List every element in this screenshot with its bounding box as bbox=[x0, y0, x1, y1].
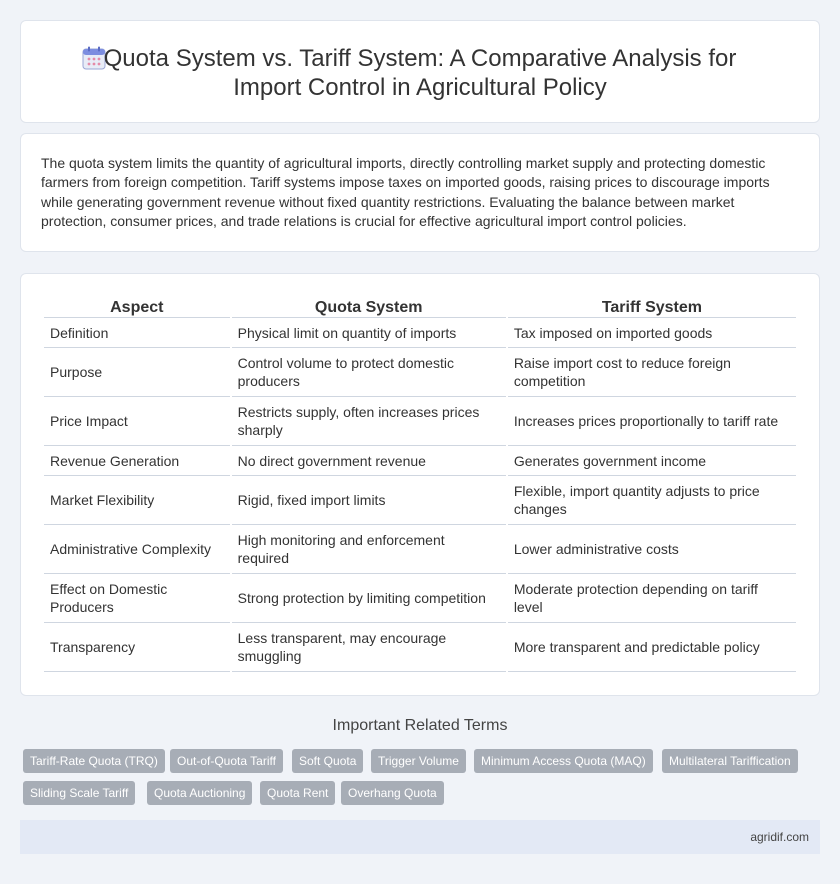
aspect-cell: Purpose bbox=[44, 348, 230, 397]
related-term-tag[interactable]: Minimum Access Quota (MAQ) bbox=[474, 749, 653, 773]
related-term-tag[interactable]: Multilateral Tariffication bbox=[662, 749, 798, 773]
tariff-cell: Raise import cost to reduce foreign competition bbox=[508, 348, 796, 397]
related-term-tag[interactable]: Tariff-Rate Quota (TRQ) bbox=[23, 749, 165, 773]
quota-cell: High monitoring and enforcement required bbox=[232, 525, 506, 574]
quota-cell: No direct government revenue bbox=[232, 446, 506, 476]
quota-cell: Rigid, fixed import limits bbox=[232, 476, 506, 525]
title-card bbox=[20, 20, 820, 123]
tariff-cell: Tax imposed on imported goods bbox=[508, 318, 796, 348]
related-term-tag[interactable]: Trigger Volume bbox=[371, 749, 466, 773]
table-row bbox=[44, 348, 796, 397]
aspect-cell: Administrative Complexity bbox=[44, 525, 230, 574]
intro-card bbox=[20, 133, 820, 252]
aspect-cell: Price Impact bbox=[44, 397, 230, 446]
quota-cell: Physical limit on quantity of imports bbox=[232, 318, 506, 348]
tariff-cell: Increases prices proportionally to tariff rate bbox=[508, 397, 796, 446]
tariff-cell: Moderate protection depending on tariff level bbox=[508, 574, 796, 623]
tariff-cell: Lower administrative costs bbox=[508, 525, 796, 574]
header-tariff: Tariff System bbox=[508, 296, 796, 318]
page-title: Quota System vs. Tariff System: A Comparative Analysis for Import Control in Agricultural Policy bbox=[103, 45, 737, 101]
table-row bbox=[44, 574, 796, 623]
aspect-cell: Definition bbox=[44, 318, 230, 348]
header-aspect: Aspect bbox=[44, 296, 230, 318]
tariff-cell: More transparent and predictable policy bbox=[508, 623, 796, 672]
quota-cell: Less transparent, may encourage smuggling bbox=[232, 623, 506, 672]
quota-cell: Restricts supply, often increases prices sharply bbox=[232, 397, 506, 446]
aspect-cell: Effect on Domestic Producers bbox=[44, 574, 230, 623]
header-quota: Quota System bbox=[232, 296, 506, 318]
tariff-cell: Flexible, import quantity adjusts to price changes bbox=[508, 476, 796, 525]
related-term-tag[interactable]: Soft Quota bbox=[292, 749, 363, 773]
tariff-cell: Generates government income bbox=[508, 446, 796, 476]
footer bbox=[20, 820, 820, 854]
related-term-tag[interactable]: Sliding Scale Tariff bbox=[23, 781, 135, 805]
quota-cell: Control volume to protect domestic producers bbox=[232, 348, 506, 397]
aspect-cell: Market Flexibility bbox=[44, 476, 230, 525]
quota-cell: Strong protection by limiting competition bbox=[232, 574, 506, 623]
comparison-table bbox=[42, 296, 798, 672]
intro-paragraph: The quota system limits the quantity of agricultural imports, directly controlling market supply and protecting domestic farmers from foreign competition. Tariff systems impose taxes on imported goods, raising prices to discourage imports while generating government revenue without fixed quantity restrictions. Evaluating the balance between market protection, consumer prices, and trade relations is crucial for effective agricultural import control policies. bbox=[41, 155, 770, 230]
table-header-row bbox=[44, 296, 796, 318]
table-row bbox=[44, 446, 796, 476]
table-row bbox=[44, 318, 796, 348]
table-row bbox=[44, 623, 796, 672]
table-row bbox=[44, 476, 796, 525]
comparison-card bbox=[20, 273, 820, 696]
related-term-tag[interactable]: Out-of-Quota Tariff bbox=[170, 749, 283, 773]
aspect-cell: Revenue Generation bbox=[44, 446, 230, 476]
related-terms-heading: Important Related Terms bbox=[332, 717, 508, 734]
related-term-tag[interactable]: Quota Auctioning bbox=[147, 781, 252, 805]
related-term-tag[interactable]: Quota Rent bbox=[260, 781, 335, 805]
table-row bbox=[44, 397, 796, 446]
aspect-cell: Transparency bbox=[44, 623, 230, 672]
related-term-tag[interactable]: Overhang Quota bbox=[341, 781, 444, 805]
table-row bbox=[44, 525, 796, 574]
footer-site-link[interactable]: agridif.com bbox=[750, 830, 809, 844]
